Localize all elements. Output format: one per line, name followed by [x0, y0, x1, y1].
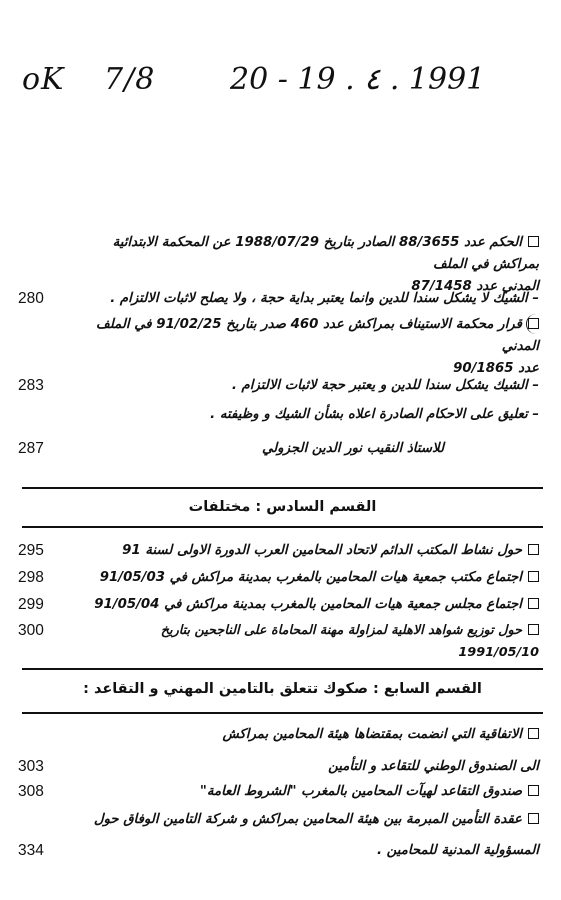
entry-text: حول توزيع شواهد الاهلية لمزاولة مهنة المحاماة على الناجحين بتاريخ 1991/05/10 — [160, 623, 539, 660]
page-number: 298 — [18, 569, 44, 586]
toc-entry — [18, 809, 539, 831]
page-number: 334 — [18, 842, 44, 859]
checkbox-bullet-icon — [528, 544, 539, 555]
handwritten-note: oK — [22, 62, 65, 97]
toc-entry — [18, 756, 539, 778]
checkbox-bullet-icon — [528, 598, 539, 609]
entry-text: قرار محكمة الاستيناف بمراكش عدد 460 صدر بتاريخ 91/02/25 في الملف المدني عدد 90/1865 — [95, 317, 539, 376]
page-number: 299 — [18, 596, 44, 613]
divider — [22, 668, 543, 670]
entry-text: عقدة التأمين المبرمة بين هيئة المحامين بمراكش و شركة التامين الوفاق حول — [84, 809, 539, 831]
divider — [22, 487, 543, 489]
toc-entry — [18, 438, 539, 460]
entry-text: الحكم عدد 88/3655 الصادر بتاريخ 1988/07/29 عن المحكمة الابتدائية بمراكش في الملف المدني عدد 87/1458 — [112, 235, 539, 294]
checkbox-bullet-icon — [528, 571, 539, 582]
toc-entry — [18, 781, 539, 803]
entry-text: اجتماع مجلس جمعية هيات المحامين بالمغرب بمدينة مراكش في 91/05/04 — [84, 594, 539, 616]
checkbox-bullet-icon — [528, 236, 539, 247]
toc-entry — [18, 567, 539, 589]
checkbox-bullet-icon — [528, 728, 539, 739]
toc-entry — [18, 404, 539, 426]
page-number: 283 — [18, 377, 44, 394]
section-title: القسم السادس : مختلفات — [188, 499, 377, 515]
section-title: القسم السابع : صكوك تتعلق بالتامين المهني و التقاعد : — [83, 681, 482, 697]
toc-entry — [18, 724, 539, 746]
checkbox-bullet-icon — [528, 318, 539, 329]
toc-entry — [18, 594, 539, 616]
entry-text: – الشيك لا يشكل سندا للدين وانما يعتبر بداية حجة ، ولا يصلح لاثبات الالتزام . — [110, 291, 539, 306]
handwritten-fraction: 7/8 — [104, 62, 156, 97]
entry-text: الاتفاقية التي انضمت بمقتضاها هيئة المحامين بمراكش — [84, 724, 539, 746]
toc-entry — [18, 375, 539, 397]
entry-text: حول نشاط المكتب الدائم لاتحاد المحامين العرب الدورة الاولى لسنة 91 — [84, 540, 539, 562]
page-number: 308 — [18, 783, 44, 800]
entry-text: – تعليق على الاحكام الصادرة اعلاه بشأن الشيك و وظيفته . — [210, 407, 539, 422]
entry-text: اجتماع مكتب جمعية هيات المحامين بالمغرب بمدينة مراكش في 91/05/03 — [84, 567, 539, 589]
page-number: 300 — [18, 622, 44, 639]
toc-entry — [18, 314, 539, 380]
toc-entry — [18, 288, 539, 310]
divider — [22, 712, 543, 714]
checkbox-bullet-icon — [528, 785, 539, 796]
toc-entry — [18, 620, 539, 664]
toc-entry — [18, 540, 539, 562]
entry-text: – الشيك يشكل سندا للدين و يعتبر حجة لاثبات الالتزام . — [231, 378, 539, 393]
page-number: 295 — [18, 542, 44, 559]
page-number: 287 — [18, 440, 44, 457]
page-number: 303 — [18, 758, 44, 775]
handwritten-header — [22, 62, 542, 112]
entry-author: للاستاذ النقيب نور الدين الجزولي — [262, 441, 444, 456]
entry-text: الى الصندوق الوطني للتقاعد و التأمين — [328, 759, 539, 774]
page-number: 280 — [18, 290, 44, 307]
checkbox-bullet-icon — [528, 813, 539, 824]
toc-entry — [18, 840, 539, 862]
handwritten-date: 20 - 19 . ٤ . 1991 — [230, 62, 486, 97]
checkbox-bullet-icon — [528, 624, 539, 635]
divider — [22, 526, 543, 528]
entry-text: صندوق التقاعد لهيآت المحامين بالمغرب "الشروط العامة" — [84, 781, 539, 803]
entry-text: المسؤولية المدنية للمحامين . — [376, 843, 539, 858]
